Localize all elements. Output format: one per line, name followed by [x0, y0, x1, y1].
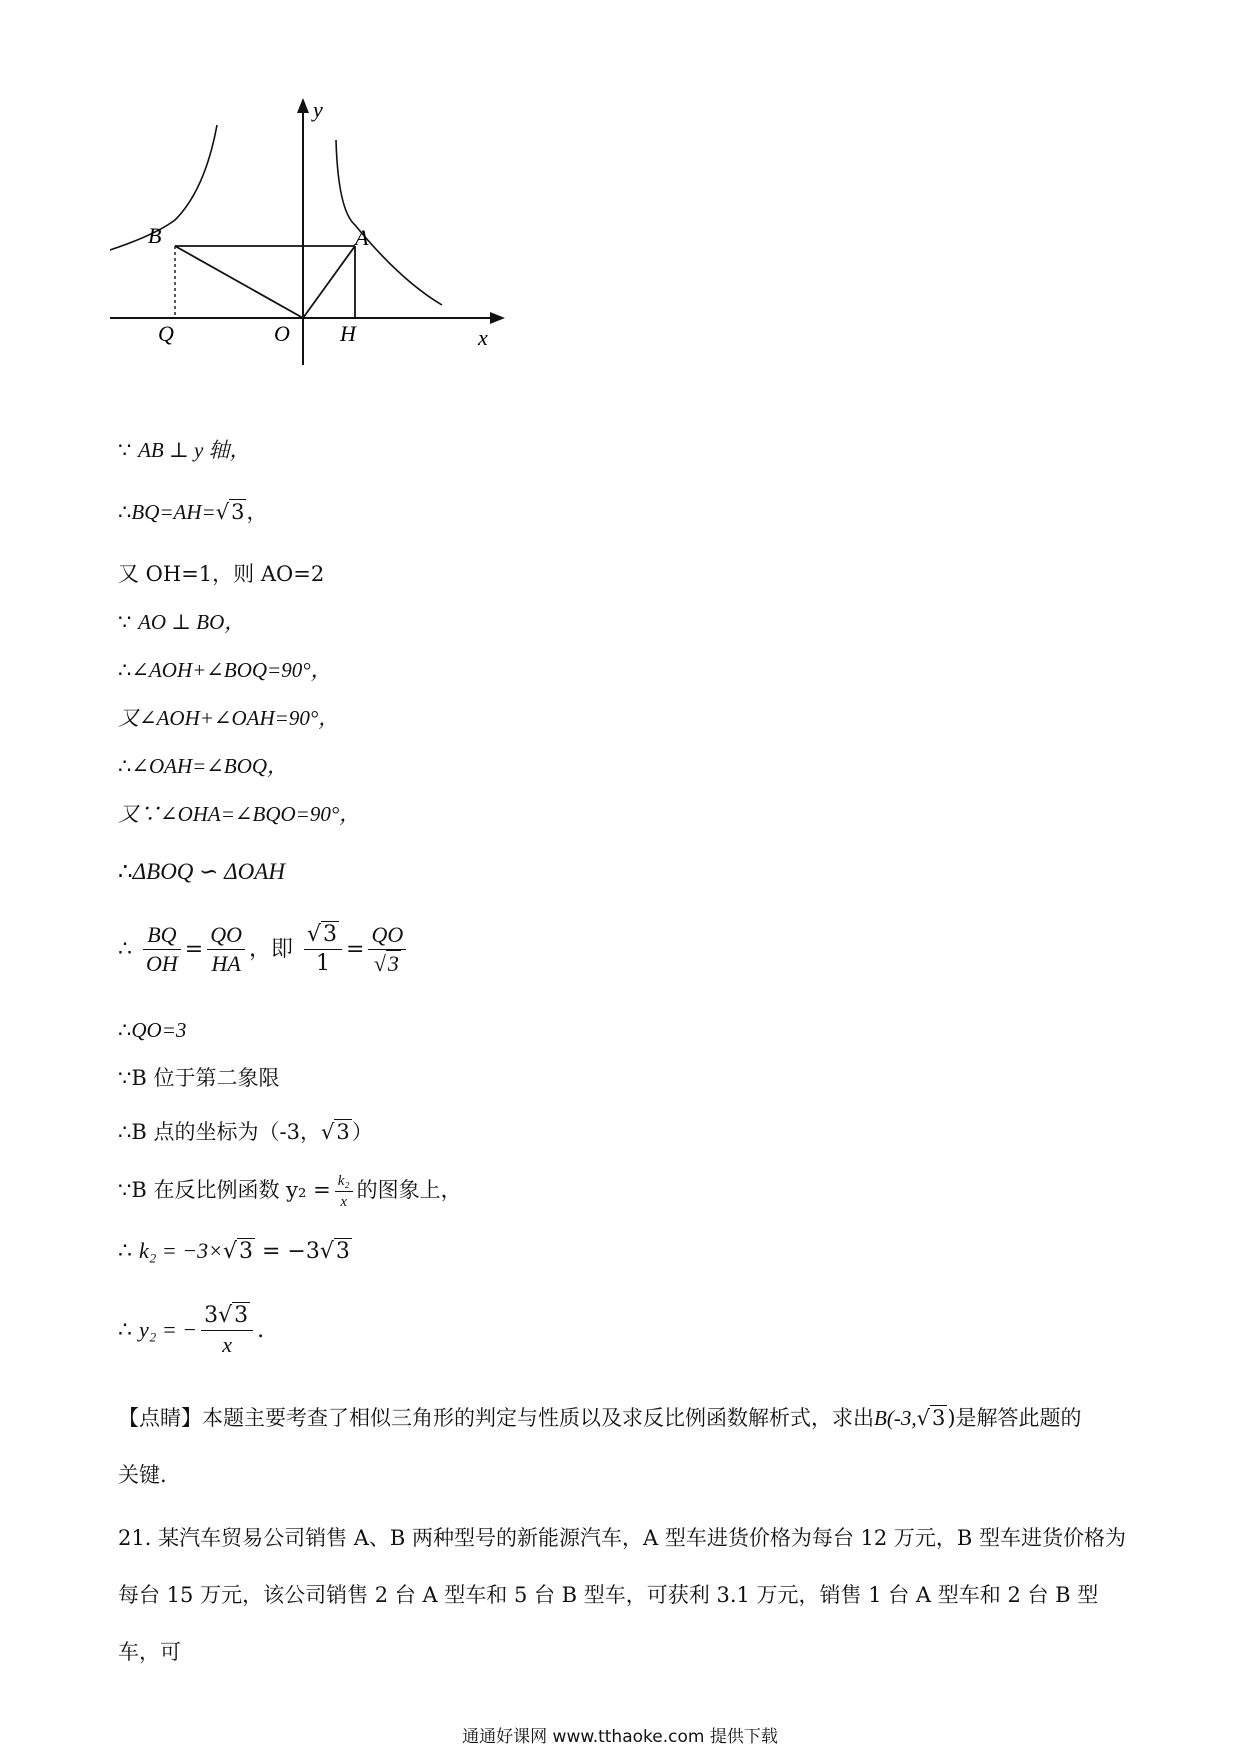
step-15: ∴ k₂ = −3×√3 = −3√3: [118, 1238, 350, 1264]
problem-21: 21. 某汽车贸易公司销售 A、B 两种型号的新能源汽车，A 型车进货价格为每台 12 万元，B 型车进货价格为 每台 15 万元，该公司销售 2 台 A 型车和 5 台 B 型车，可获利 3.1 万元，销售 1 台 A 型车和 2 台 B 型车，可: [118, 1526, 1127, 1664]
hyperbola-right-branch: [336, 140, 442, 305]
hyperbola-left-branch: [110, 125, 217, 250]
step-2: ∴BQ=AH=√3，: [118, 500, 268, 524]
step-12: ∵B 位于第二象限: [118, 1066, 280, 1090]
step-3: 又 OH=1，则 AO=2: [118, 562, 325, 586]
hyperbola-figure: [110, 95, 570, 425]
label-x: x: [478, 325, 488, 350]
step-1: ∵ AB ⊥ y 轴，: [118, 438, 251, 462]
segment-BO: [175, 246, 303, 318]
label-A: A: [355, 225, 369, 250]
label-O: O: [274, 321, 290, 346]
label-y: y: [313, 97, 323, 122]
label-B: B: [148, 223, 162, 248]
x-axis-arrow: [490, 312, 505, 324]
step-5: ∴∠AOH+∠BOQ=90°，: [118, 658, 332, 682]
step-14: ∵B 在反比例函数 y₂ = $\frac{\text{k₂}}{x}$ 的图象上，: [118, 1173, 462, 1210]
coordinate-diagram: [110, 95, 570, 425]
step-8: 又∵∠OHA=∠BQO=90°，: [118, 802, 361, 826]
label-H: H: [340, 321, 356, 346]
step-4: ∵ AO ⊥ BO，: [118, 610, 246, 634]
y-axis-arrow: [297, 98, 309, 113]
segment-OA: [303, 246, 355, 318]
step-7: ∴∠OAH=∠BOQ，: [118, 754, 289, 778]
page-footer: 通通好课网 www.tthaoke.com 提供下载: [462, 1727, 778, 1747]
note-paragraph: 【点睛】本题主要考查了相似三角形的判定与性质以及求反比例函数解析式，求出B(-3,√3)是解答此题的 关键.: [118, 1406, 1082, 1487]
note-tag: 【点睛】: [118, 1406, 202, 1430]
label-Q: Q: [158, 321, 174, 346]
step-16: ∴ y₂ = − $\frac{3√3}{x}$ .: [118, 1303, 265, 1358]
step-11: ∴QO=3: [118, 1018, 187, 1042]
step-9: ∴ΔBOQ ∽ ΔOAH: [118, 859, 285, 885]
step-10: ∴ $\frac{BQ}{OH}$ = $\frac{QO}{HA}$ ，即 $\frac{√3}{1}$ = $\frac{QO}{√3}$: [118, 922, 410, 978]
step-6: 又∠AOH+∠OAH=90°，: [118, 706, 340, 730]
step-13: ∴B 点的坐标为（-3，√3）: [118, 1120, 373, 1144]
